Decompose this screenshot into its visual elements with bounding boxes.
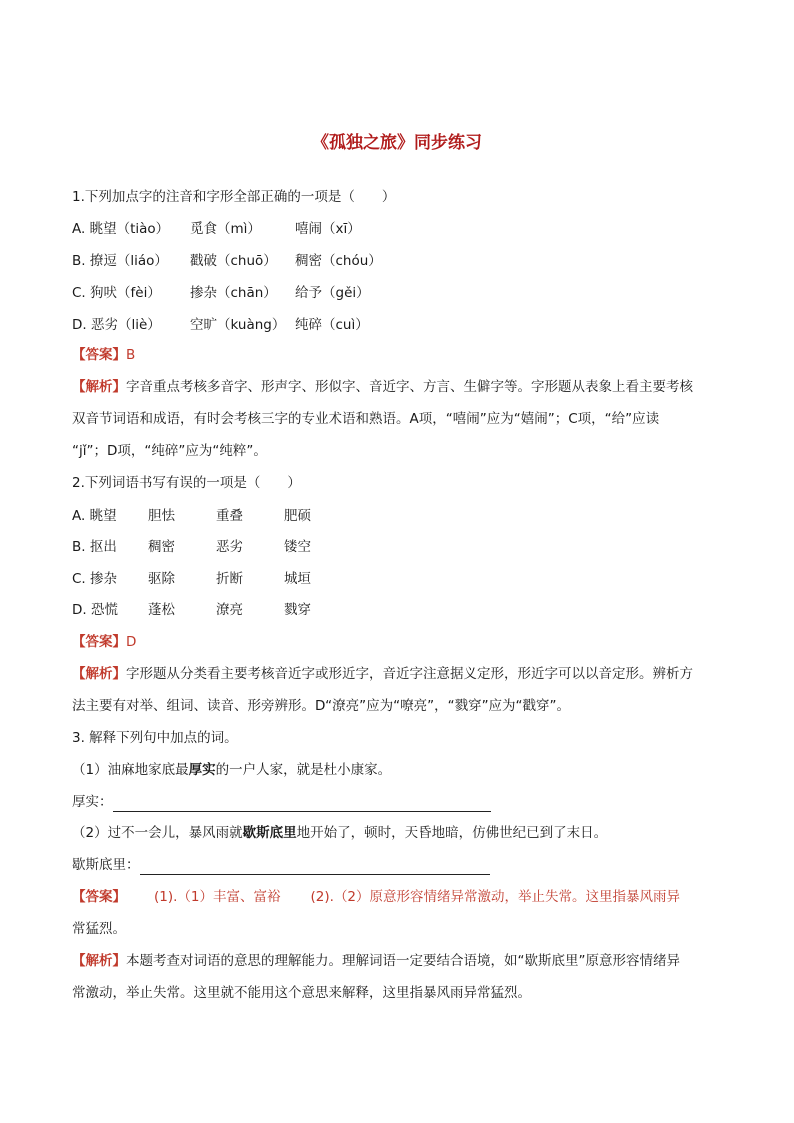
- q1-option-a-item3: 嘻闹（xī）: [295, 221, 361, 237]
- q1-option-b-item3: 稠密（chóu）: [295, 253, 382, 269]
- q3-analysis-text: 本题考查对词语的意思的理解能力。理解词语一定要结合语境，如“歇斯底里”原意形容情绪异: [126, 953, 680, 969]
- q3-answer-num-2: (2).: [310, 889, 334, 905]
- q1-option-d-item2: 空旷（kuàng）: [190, 317, 286, 333]
- q1-option-d-item1: D. 恶劣（liè）: [72, 317, 161, 333]
- q2-option-b-word1: B. 抠出: [72, 539, 117, 555]
- q1-analysis-line-1: [72, 377, 732, 397]
- q2-option-d: [72, 600, 732, 620]
- q3-answer: [72, 887, 732, 907]
- q2-analysis-line-1: [72, 664, 732, 684]
- q3-stem: 3. 解释下列句中加点的词。: [72, 730, 238, 746]
- q2-option-a-word2: 胆怯: [148, 508, 175, 524]
- q2-analysis-text: 字形题从分类看主要考核音近字或形近字，音近字注意据义定形，形近字可以以音定形。辨析方: [126, 666, 693, 682]
- q2-analysis-line-2: 法主要有对举、组词、读音、形旁辨形。D“潦亮”应为“嘹亮”，“戮穿”应为“戳穿”。: [72, 698, 571, 714]
- q3-s1-keyword: 厚实: [188, 762, 216, 778]
- q2-option-b-word3: 恶劣: [216, 539, 243, 555]
- q3-blank-2-row: [72, 855, 732, 875]
- q1-option-a-item1: A. 眺望（tiào）: [72, 221, 170, 237]
- q1-option-b-item1: B. 撩逗（liáo）: [72, 253, 168, 269]
- answer-tag: 【答案】: [72, 634, 126, 650]
- answer-tag: 【答案】: [72, 889, 126, 905]
- answer-blank-2[interactable]: [140, 860, 490, 875]
- analysis-tag: 【解析】: [72, 953, 126, 969]
- q2-option-b: [72, 537, 732, 557]
- q3-analysis-line-1: [72, 951, 732, 971]
- page-title: 《孤独之旅》同步练习: [312, 133, 482, 153]
- q1-option-a-item2: 觅食（mì）: [190, 221, 261, 237]
- q1-option-c-item1: C. 狗吠（fèi）: [72, 285, 161, 301]
- q1-answer: [72, 345, 732, 365]
- q2-answer: [72, 632, 732, 652]
- q1-analysis-text: 字音重点考核多音字、形声字、形似字、音近字、方言、生僻字等。字形题从表象上看主要考核: [126, 379, 693, 395]
- q2-option-d-word4: 戮穿: [284, 602, 311, 618]
- q2-option-d-word3: 潦亮: [216, 602, 243, 618]
- q1-stem: 1.下列加点字的注音和字形全部正确的一项是（ ）: [72, 189, 396, 205]
- q3-s2-label: 歇斯底里：: [72, 857, 140, 873]
- q1-option-c: [72, 283, 732, 303]
- q3-answer-line-2: 常猛烈。: [72, 921, 126, 937]
- q2-option-c-word4: 城垣: [284, 571, 311, 587]
- q3-s2-post: 地开始了，顿时，天昏地暗，仿佛世纪已到了末日。: [296, 825, 608, 841]
- q1-analysis-line-2: 双音节词语和成语，有时会考核三字的专业术语和熟语。A项，“嘻闹”应为“嬉闹”；C项，“给”应读: [72, 411, 660, 427]
- q1-answer-value: B: [126, 347, 136, 363]
- q3-sentence-2: [72, 823, 732, 843]
- q2-option-c: [72, 569, 732, 589]
- q2-option-a-word4: 肥硕: [284, 508, 311, 524]
- q1-option-c-item3: 给予（gěi）: [295, 285, 370, 301]
- q3-blank-1-row: [72, 792, 732, 812]
- q2-option-b-word4: 镂空: [284, 539, 311, 555]
- q3-s1-label: 厚实：: [72, 794, 113, 810]
- analysis-tag: 【解析】: [72, 379, 126, 395]
- q3-s1-post: 的一户人家，就是杜小康家。: [215, 762, 392, 778]
- analysis-tag: 【解析】: [72, 666, 126, 682]
- q2-option-a-word3: 重叠: [216, 508, 243, 524]
- q2-option-a-word1: A. 眺望: [72, 508, 117, 524]
- q2-option-c-word3: 折断: [216, 571, 243, 587]
- q3-s2-keyword: 歇斯底里: [242, 825, 297, 841]
- q1-option-b: [72, 251, 732, 271]
- q2-stem: 2.下列词语书写有误的一项是（ ）: [72, 475, 301, 491]
- q1-analysis-line-3: “jǐ”；D项，“纯碎”应为“纯粹”。: [72, 443, 267, 459]
- q3-s1-pre: （1）油麻地家底最: [72, 762, 189, 778]
- q1-option-a: [72, 219, 732, 239]
- q2-option-d-word2: 蓬松: [148, 602, 175, 618]
- q1-option-d: [72, 315, 732, 335]
- answer-blank-1[interactable]: [113, 797, 491, 812]
- q2-option-d-word1: D. 恐慌: [72, 602, 118, 618]
- q1-option-b-item2: 戳破（chuō）: [190, 253, 277, 269]
- q2-answer-value: D: [126, 634, 137, 650]
- q3-analysis-line-2: 常激动，举止失常。这里就不能用这个意思来解释，这里指暴风雨异常猛烈。: [72, 985, 531, 1001]
- q1-option-c-item2: 掺杂（chān）: [190, 285, 277, 301]
- q3-sentence-1: [72, 760, 732, 780]
- q3-answer-num-1: (1).: [154, 889, 178, 905]
- q2-option-b-word2: 稠密: [148, 539, 175, 555]
- q3-answer-part-2: （2）原意形容情绪异常激动，举止失常。这里指暴风雨异: [333, 889, 681, 905]
- q3-answer-part-1: （1）丰富、富裕: [177, 889, 281, 905]
- q3-s2-pre: （2）过不一会儿，暴风雨就: [72, 825, 243, 841]
- q2-option-c-word2: 驱除: [148, 571, 175, 587]
- q2-option-a: [72, 506, 732, 526]
- q2-option-c-word1: C. 掺杂: [72, 571, 118, 587]
- answer-tag: 【答案】: [72, 347, 126, 363]
- q1-option-d-item3: 纯碎（cuì）: [295, 317, 369, 333]
